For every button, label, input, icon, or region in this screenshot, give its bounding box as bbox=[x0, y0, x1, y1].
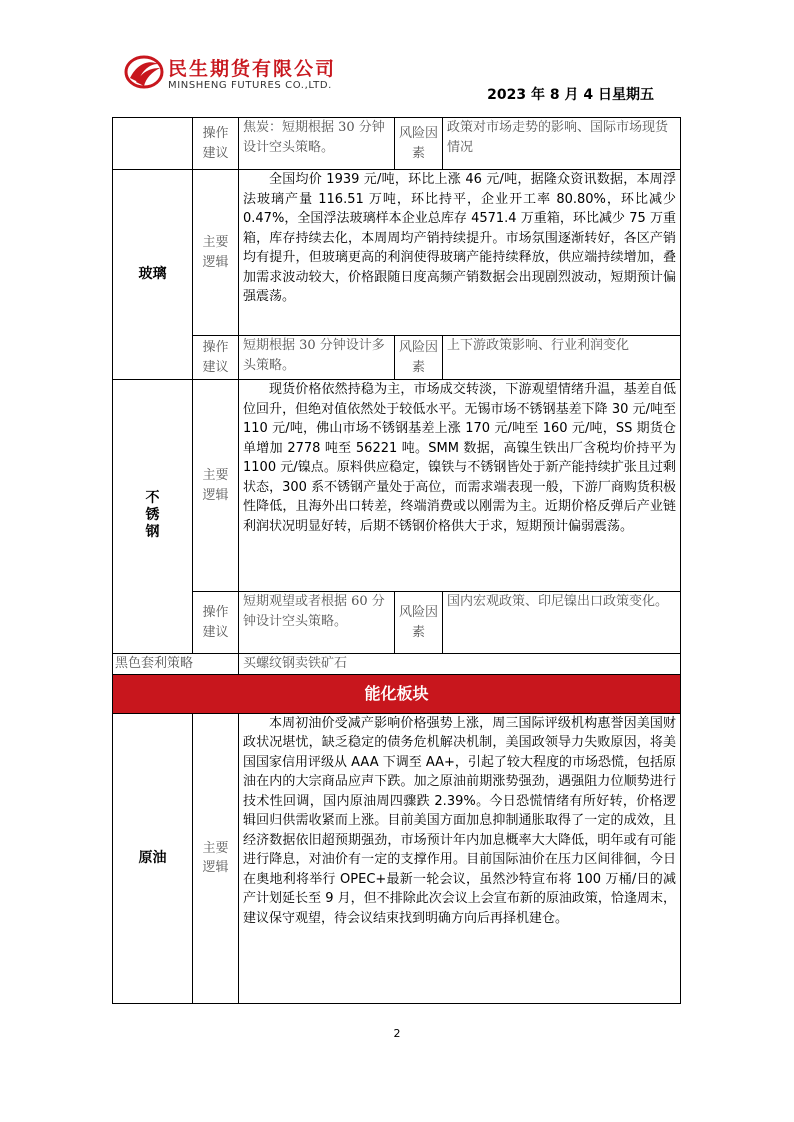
glass-logic-row bbox=[113, 170, 681, 336]
glass-risk: 上下游政策影响、行业利润变化 bbox=[443, 336, 681, 380]
main-logic-label: 主要逻辑 bbox=[193, 713, 239, 1003]
main-logic-label: 主要逻辑 bbox=[193, 380, 239, 592]
risk-label: 风险因素 bbox=[395, 336, 443, 380]
stainless-operation-row bbox=[113, 592, 681, 654]
operation-label: 操作建议 bbox=[193, 336, 239, 380]
company-name-en: MINSHENG FUTURES CO.,LTD. bbox=[168, 80, 332, 91]
energy-section-row bbox=[113, 674, 681, 713]
stainless-category bbox=[113, 380, 193, 654]
glass-operation-row bbox=[113, 336, 681, 380]
strategy-table bbox=[112, 117, 681, 1004]
crude-category: 原油 bbox=[113, 713, 193, 1003]
main-logic-label: 主要逻辑 bbox=[193, 170, 239, 336]
crude-logic-row bbox=[113, 713, 681, 1003]
page-number: 2 bbox=[393, 1027, 401, 1040]
company-logo bbox=[124, 50, 364, 102]
energy-section-title: 能化板块 bbox=[113, 674, 681, 713]
arbitrage-label: 黑色套利策略 bbox=[113, 654, 239, 675]
stainless-category-name: 不锈钢 bbox=[145, 490, 160, 540]
coke-risk: 政策对市场走势的影响、国际市场现货情况 bbox=[443, 118, 681, 170]
arbitrage-value: 买螺纹钢卖铁矿石 bbox=[239, 654, 681, 675]
minsheng-logo-icon bbox=[124, 52, 164, 92]
operation-label: 操作建议 bbox=[193, 592, 239, 654]
coke-operation: 焦炭：短期根据 30 分钟设计空头策略。 bbox=[239, 118, 395, 170]
coke-operation-row bbox=[113, 118, 681, 170]
stainless-risk: 国内宏观政策、印尼镍出口政策变化。 bbox=[443, 592, 681, 654]
stainless-logic: 现货价格依然持稳为主，市场成交转淡，下游观望情绪升温，基差自低位回升，但绝对值依然处于较低水平。无锡市场不锈钢基差下降 30 元/吨至 110 元/吨，佛山市场不锈钢基差上涨 170 元/吨至 160 元/吨，SS 期货仓单增加 2778 吨至 56221 吨。SMM 数据，高镍生铁出厂含税均价持平为 1100 元/镍点。原料供应稳定，镍铁与不锈钢皆处于新产能持续扩张且过剩状态，300 系不锈钢产量处于高位，而需求端表现一般，下游厂商购货积极性降低，且海外出口转差，终端消费或以刚需为主。近期价格反弹后产业链利润状况明显好转，后期不锈钢价格供大于求，短期预计偏弱震荡。 bbox=[239, 380, 681, 592]
glass-logic: 全国均价 1939 元/吨，环比上涨 46 元/吨，据隆众资讯数据，本周浮法玻璃产量 116.51 万吨，环比持平，企业开工率 80.80%，环比减少 0.47%，全国浮法玻璃样本企业总库存 4571.4 万重箱，环比减少 75 万重箱，库存持续去化，本周周均产销持续提升。市场氛围逐渐转好，各区产销均有提升，但玻璃更高的利润使得玻璃产能持续释放，供应端持续增加，叠加需求波动较大，价格跟随日度高频产销数据会出现剧烈波动，短期预计偏强震荡。 bbox=[239, 170, 681, 336]
arbitrage-row bbox=[113, 654, 681, 675]
stainless-operation: 短期观望或者根据 60 分钟设计空头策略。 bbox=[239, 592, 395, 654]
stainless-logic-row bbox=[113, 380, 681, 592]
crude-logic: 本周初油价受减产影响价格强势上涨，周三国际评级机构惠誉因美国财政状况堪忧，缺乏稳定的债务危机解决机制，美国政领导力失败原因，将美国国家信用评级从 AAA 下调至 AA+，引起了较大程度的市场恐慌，包括原油在内的大宗商品应声下跌。加之原油前期涨势强劲，遇强阻力位顺势进行技术性回调，国内原油周四骤跌 2.39%。今日恐慌情绪有所好转，价格逻辑回归供需收紧而上涨。目前美国方面加息抑制通胀取得了一定的成效，且经济数据依旧超预期强劲，市场预计年内加息概率大大降低，明年或有可能进行降息，对油价有一定的支撑作用。目前国际油价在压力区间徘徊，今日在奥地利将举行 OPEC+最新一轮会议，虽然沙特宣布将 100 万桶/日的减产计划延长至 9 月，但不排除此次会议上会宣布新的原油政策，恰逢周末，建议保守观望，待会议结束找到明确方向后再择机建仓。 bbox=[239, 713, 681, 1003]
glass-operation: 短期根据 30 分钟设计多头策略。 bbox=[239, 336, 395, 380]
coke-category-cell bbox=[113, 118, 193, 170]
risk-label: 风险因素 bbox=[395, 592, 443, 654]
company-name-cn: 民生期货有限公司 bbox=[168, 58, 337, 80]
risk-label: 风险因素 bbox=[395, 118, 443, 170]
operation-label: 操作建议 bbox=[193, 118, 239, 170]
page-header bbox=[0, 0, 794, 112]
report-date: 2023 年 8 月 4 日星期五 bbox=[487, 87, 654, 103]
glass-category: 玻璃 bbox=[113, 170, 193, 380]
